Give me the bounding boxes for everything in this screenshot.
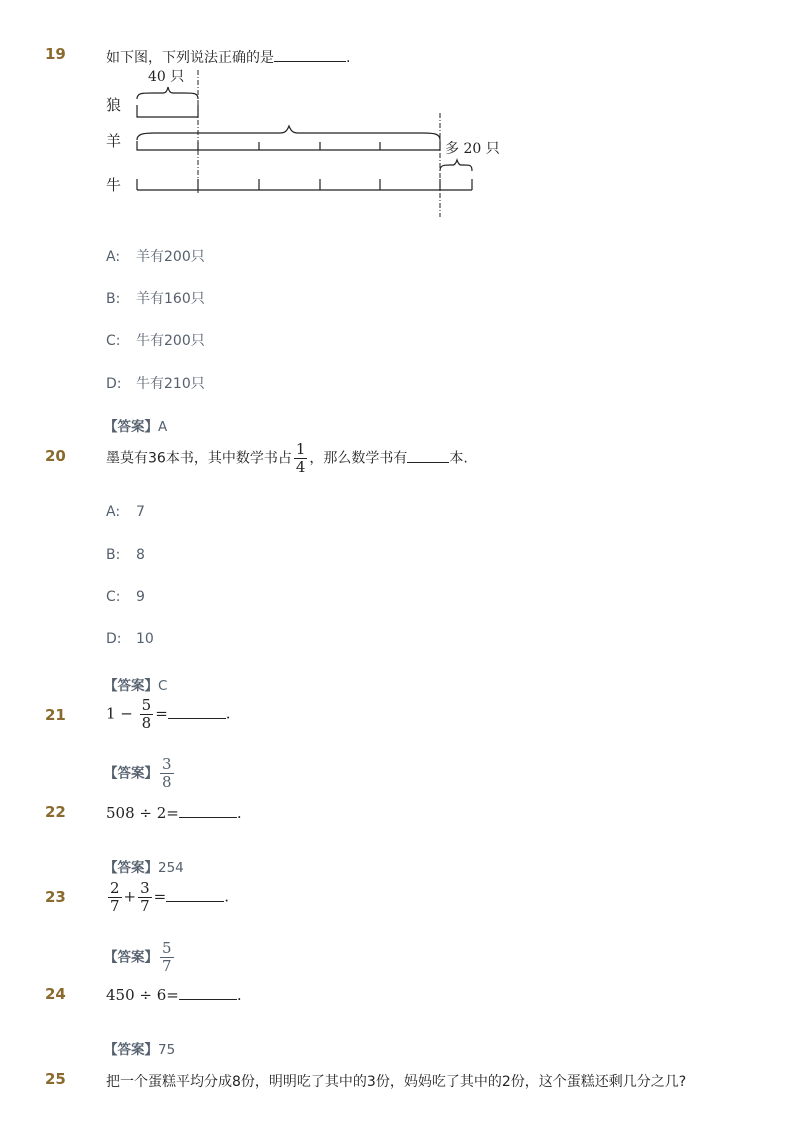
fraction: $\frac{3}{7}$: [140, 879, 150, 915]
top-label: 40 只: [148, 69, 185, 85]
option-a[interactable]: A: 7: [106, 504, 145, 520]
wolf-brace: [137, 87, 198, 99]
question-stem: 1 − $\frac{5}{8}$ = .: [106, 696, 231, 732]
row-label-sheep: 羊: [106, 132, 122, 150]
question-number: 24: [45, 985, 66, 1003]
answer-line: 【答案】254: [104, 860, 184, 876]
fraction: $\frac{1}{4}$: [295, 440, 306, 476]
answer-blank: [179, 987, 237, 1000]
side-label: 多 20 只: [445, 141, 500, 157]
answer-line: 【答案】 $\frac{5}{7}$: [104, 939, 172, 975]
answer-fraction: $\frac{3}{8}$: [162, 755, 172, 791]
wolf-segment: [137, 105, 198, 117]
option-c[interactable]: C: 9: [106, 589, 145, 605]
option-a[interactable]: A: 羊有200只: [106, 249, 205, 265]
answer-blank: [274, 49, 346, 62]
fraction: $\frac{5}{8}$: [141, 696, 152, 732]
row-label-wolf: 狼: [106, 96, 122, 114]
option-d[interactable]: D: 牛有210只: [106, 376, 205, 392]
answer-line: 【答案】A: [104, 419, 168, 435]
question-number: 19: [45, 45, 66, 63]
question-stem: $\frac{2}{7}$ + $\frac{3}{7}$ = .: [110, 879, 230, 915]
answer-fraction: $\frac{5}{7}$: [162, 939, 172, 975]
question-number: 21: [45, 706, 66, 724]
option-b[interactable]: B: 羊有160只: [106, 291, 205, 307]
answer-blank: [407, 450, 449, 463]
extra-brace: [440, 160, 472, 171]
answer-blank: [168, 706, 226, 719]
question-stem: 把一个蛋糕平均分成8份，明明吃了其中的3份，妈妈吃了其中的2份，这个蛋糕还剩几分之几?: [106, 1074, 687, 1090]
question-stem: 如下图，下列说法正确的是 .: [106, 50, 351, 66]
question-number: 22: [45, 803, 66, 821]
answer-blank: [179, 805, 237, 818]
question-stem: 450 ÷ 6= .: [106, 986, 242, 1004]
answer-line: 【答案】C: [104, 678, 168, 694]
option-c[interactable]: C: 牛有200只: [106, 333, 205, 349]
sheep-brace: [137, 126, 440, 140]
fraction: $\frac{2}{7}$: [110, 879, 120, 915]
option-b[interactable]: B: 8: [106, 547, 145, 563]
option-d[interactable]: D: 10: [106, 631, 154, 647]
question-number: 20: [45, 447, 66, 465]
row-label-cow: 牛: [106, 176, 122, 194]
sheep-segment: [137, 141, 440, 150]
answer-line: 【答案】75: [104, 1042, 176, 1058]
question-number: 23: [45, 888, 66, 906]
answer-line: 【答案】 $\frac{3}{8}$: [104, 755, 172, 791]
answer-blank: [166, 889, 224, 902]
line-segment-diagram: [100, 65, 520, 225]
question-stem: 墨莫有36本书，其中数学书占 $\frac{1}{4}$ ，那么数学书有 本.: [106, 440, 468, 476]
question-stem: 508 ÷ 2= .: [106, 804, 242, 822]
question-number: 25: [45, 1070, 66, 1088]
